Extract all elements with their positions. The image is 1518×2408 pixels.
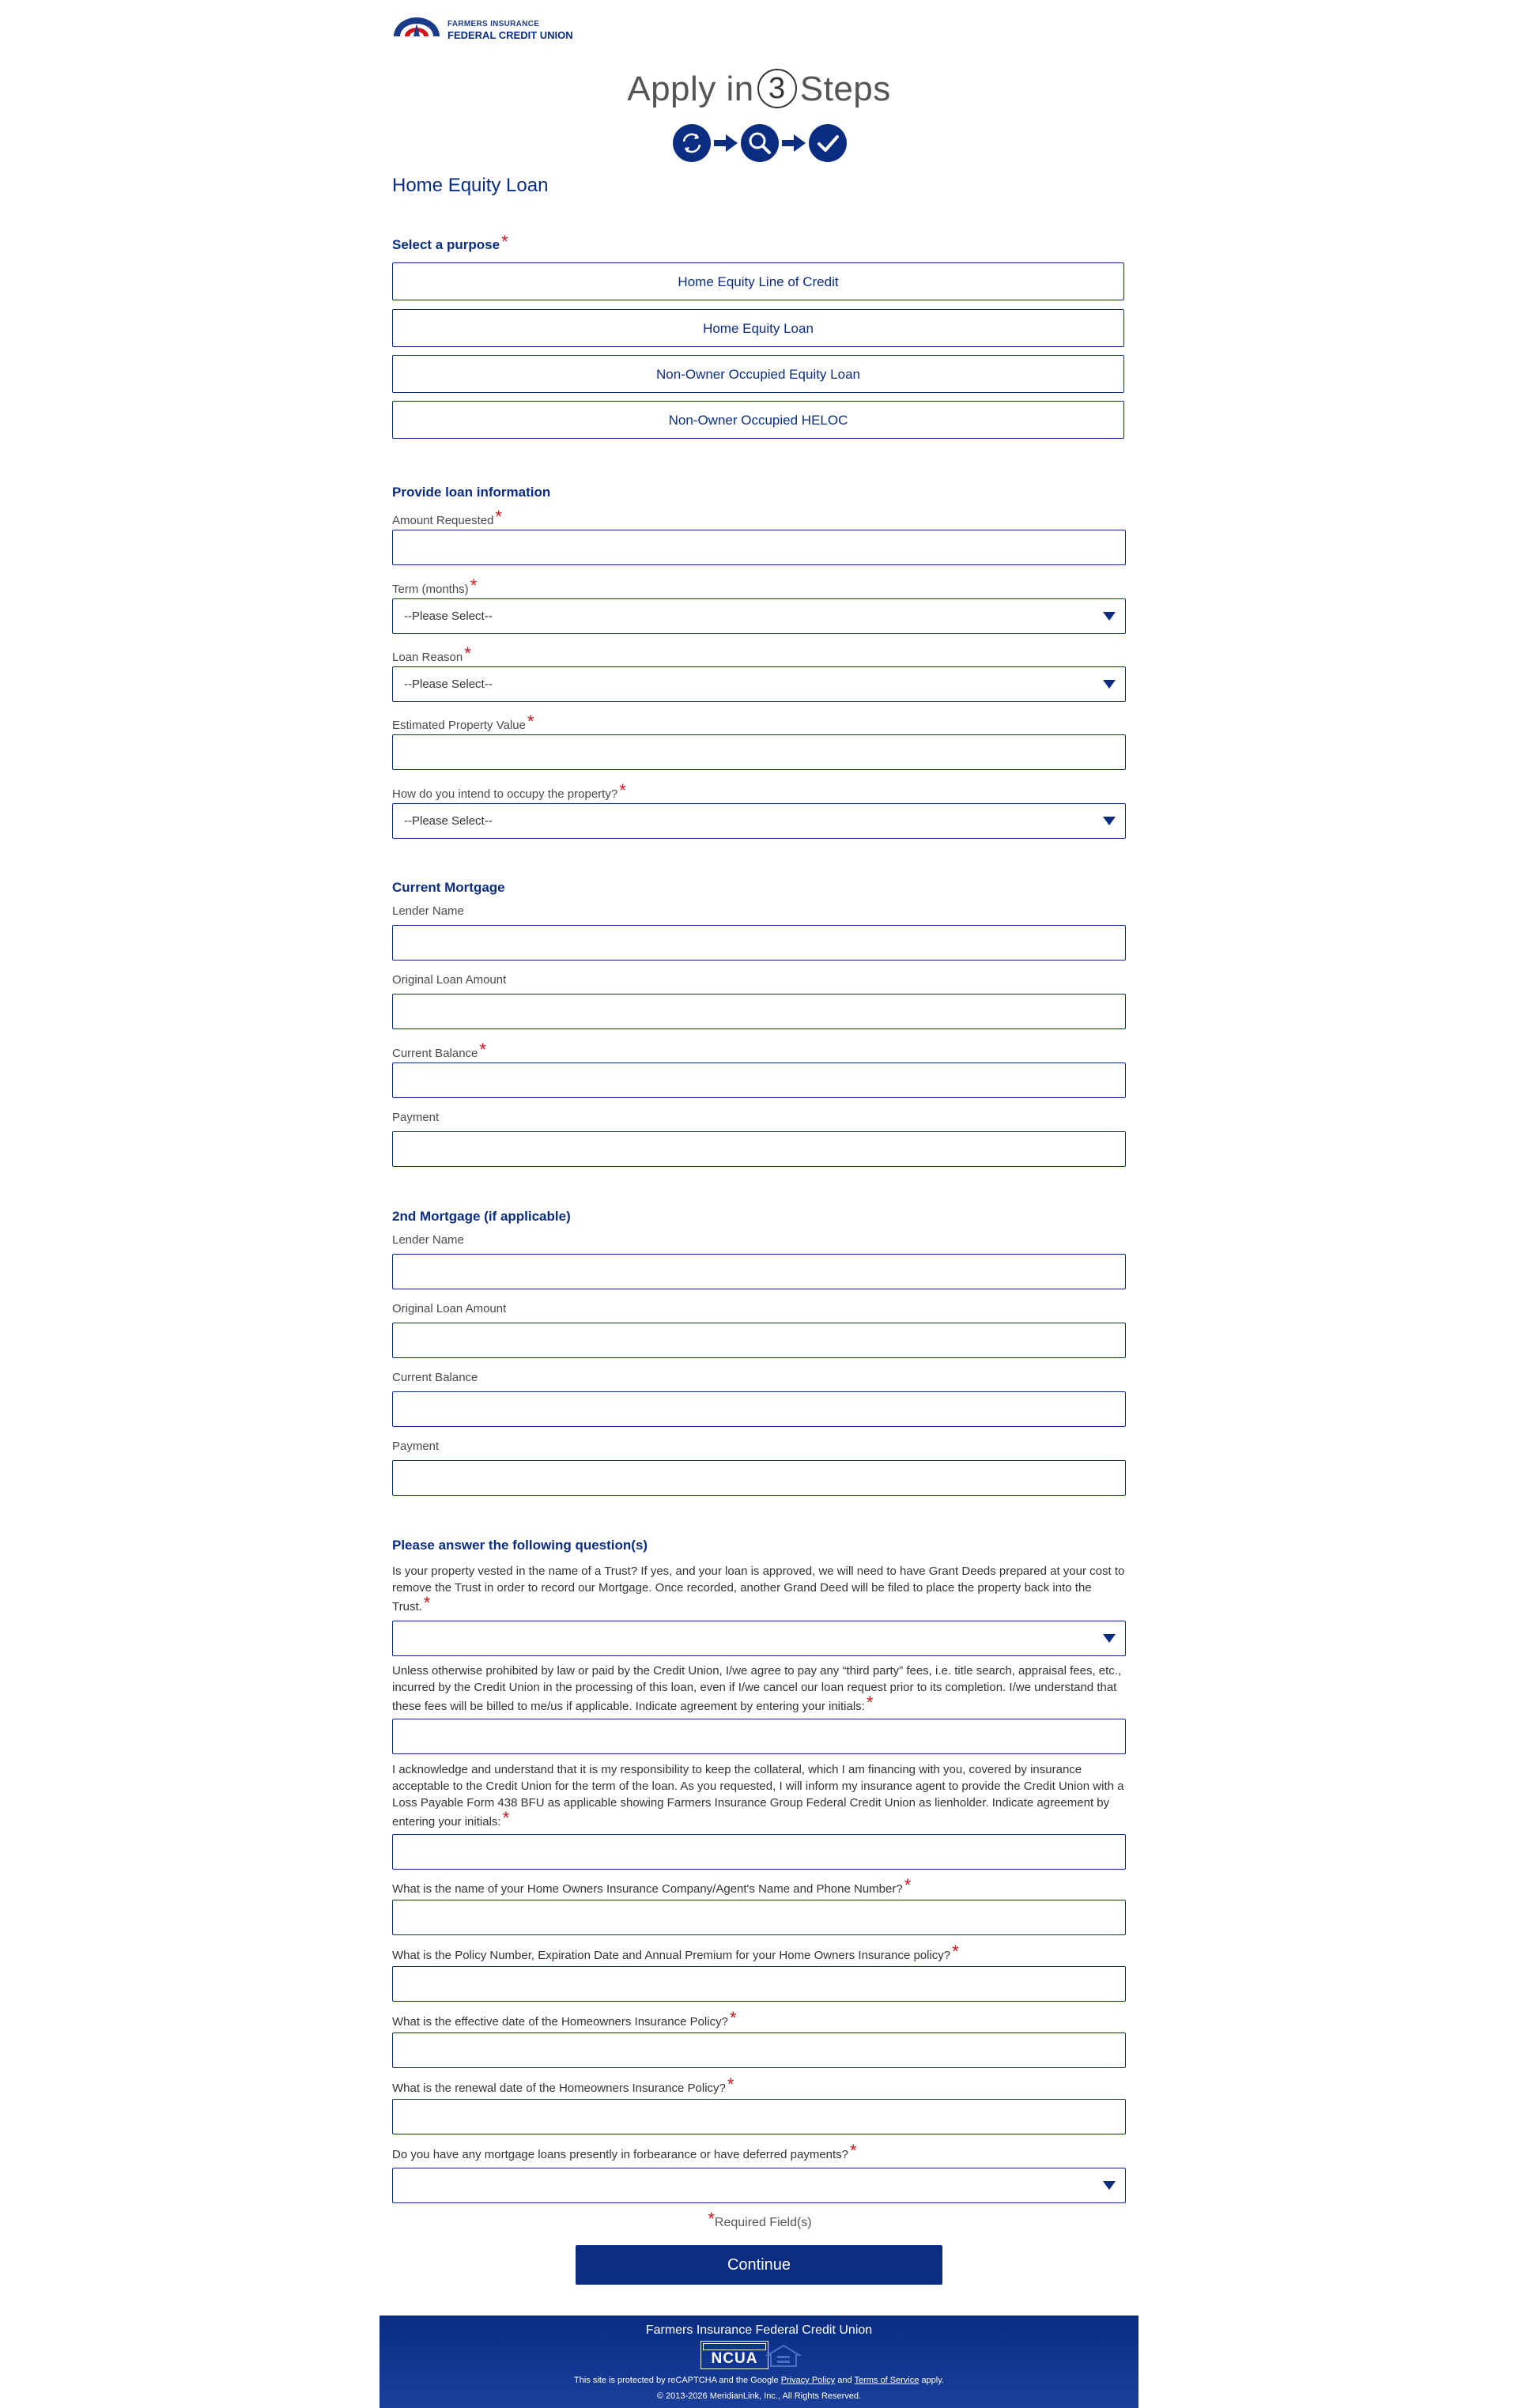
- page-title: Home Equity Loan: [392, 175, 549, 196]
- logo-line-1: FARMERS INSURANCE: [447, 20, 540, 28]
- required-star: *: [708, 2209, 715, 2229]
- chevron-down-icon: [1103, 817, 1116, 825]
- effective-date-label: What is the effective date of the Homeowners Insurance Policy?: [392, 2015, 728, 2029]
- chevron-down-icon: [1103, 2181, 1116, 2190]
- term-label-text: Term (months): [392, 583, 469, 596]
- steps-number-badge: 3: [757, 69, 797, 108]
- policy-number-input[interactable]: [392, 1966, 1126, 2002]
- amount-requested-label-text: Amount Requested: [392, 514, 494, 527]
- required-star: *: [464, 644, 471, 663]
- continue-button[interactable]: Continue: [576, 2245, 942, 2285]
- chevron-down-icon: [1103, 680, 1116, 689]
- second-payment-label: Payment: [392, 1440, 440, 1453]
- second-lender-label: Lender Name: [392, 1233, 464, 1247]
- forbearance-label: Do you have any mortgage loans presently in forbearance or have deferred payments?: [392, 2148, 849, 2161]
- purpose-option-heloc[interactable]: Home Equity Line of Credit: [392, 262, 1124, 300]
- current-payment-input[interactable]: [392, 1131, 1126, 1167]
- equal-housing-lender-icon: [764, 2342, 803, 2369]
- footer-institution-name: Farmers Insurance Federal Credit Union: [645, 2323, 873, 2337]
- fees-agreement-label: Unless otherwise prohibited by law or paid by the Credit Union, I/we agree to pay any “third party” fees, i.e. title search, appraisal fees, etc., incurred by the Credit Union in the processing of this loan, even if I/we cancel our loan request prior to its completion. I/we understand that these fees will be billed to me/us if applicable. Indicate agreement by entering your initials:: [392, 1664, 1122, 1713]
- search-icon: [741, 124, 779, 162]
- second-original-amount-label: Original Loan Amount: [392, 1302, 507, 1315]
- required-star: *: [527, 711, 534, 731]
- property-value-input[interactable]: [392, 734, 1126, 770]
- trust-question-label: Is your property vested in the name of a Trust? If yes, and your loan is approved, we will need to have Grant Deeds prepared at your cost to remove the Trust in order to record our Mortgage. Once recorded, another Grand Deed will be filed to place the property back into the Trust.: [392, 1564, 1125, 1614]
- purpose-heading: [392, 233, 508, 254]
- checkmark-icon: [809, 124, 847, 162]
- required-star: *: [904, 1875, 912, 1895]
- required-star: *: [501, 232, 508, 251]
- required-fields-note: [392, 2210, 1126, 2231]
- step-progress-icons: [673, 124, 850, 164]
- second-balance-input[interactable]: [392, 1391, 1126, 1427]
- trust-question-text: [392, 1563, 1126, 1615]
- required-star: *: [502, 1808, 510, 1828]
- arrow-right-icon: [714, 134, 738, 152]
- renewal-date-label: What is the renewal date of the Homeowners Insurance Policy?: [392, 2082, 726, 2095]
- term-select[interactable]: [392, 598, 1126, 634]
- chevron-down-icon: [1103, 612, 1116, 621]
- insurance-initials-input[interactable]: [392, 1834, 1126, 1870]
- second-balance-label: Current Balance: [392, 1371, 478, 1384]
- required-star: *: [470, 576, 478, 595]
- purpose-option-home-equity-loan[interactable]: Home Equity Loan: [392, 309, 1124, 347]
- renewal-date-question: [392, 2074, 1126, 2097]
- terms-of-service-link[interactable]: Terms of Service: [854, 2376, 919, 2385]
- current-original-amount-label: Original Loan Amount: [392, 973, 507, 987]
- chevron-down-icon: [1103, 1634, 1116, 1643]
- property-value-label-text: Estimated Property Value: [392, 719, 526, 732]
- site-footer: [380, 2316, 1138, 2408]
- copyright-text: © 2013-2026 MeridianLink, Inc., All Rights Reserved.: [656, 2391, 862, 2401]
- policy-number-question: [392, 1942, 1126, 1964]
- loan-reason-select[interactable]: [392, 666, 1126, 702]
- effective-date-input[interactable]: [392, 2032, 1126, 2068]
- insurance-company-question: [392, 1875, 1126, 1897]
- purpose-heading-text: Select a purpose: [392, 237, 500, 252]
- forbearance-select[interactable]: [392, 2168, 1126, 2203]
- second-mortgage-heading: 2nd Mortgage (if applicable): [392, 1209, 571, 1224]
- current-mortgage-heading: Current Mortgage: [392, 880, 505, 895]
- steps-title-suffix: Steps: [799, 70, 891, 108]
- apply-steps-title: [392, 70, 1126, 109]
- current-lender-input[interactable]: [392, 925, 1126, 961]
- required-star: *: [479, 1040, 486, 1059]
- insurance-company-label: What is the name of your Home Owners Insurance Company/Agent's Name and Phone Number?: [392, 1882, 903, 1896]
- ncua-logo-band: [703, 2343, 766, 2350]
- renewal-date-input[interactable]: [392, 2099, 1126, 2134]
- current-balance-label-text: Current Balance: [392, 1047, 478, 1060]
- fees-agreement-text: [392, 1663, 1126, 1715]
- insurance-agreement-label: I acknowledge and understand that it is my responsibility to keep the collateral, which I am financing with you, covered by insurance acceptable to the Credit Union for the term of the loan. As you requested, I will inform my insurance agent to provide the Credit Union with a Loss Payable Form 438 BFU as applicable showing Farmers Insurance Group Federal Credit Union as lienholder. Indicate agreement by entering your initials:: [392, 1763, 1124, 1829]
- current-original-amount-input[interactable]: [392, 994, 1126, 1029]
- insurance-company-input[interactable]: [392, 1900, 1126, 1935]
- second-original-amount-input[interactable]: [392, 1323, 1126, 1358]
- second-payment-input[interactable]: [392, 1460, 1126, 1496]
- term-select-value: --Please Select--: [404, 610, 493, 623]
- amount-requested-input[interactable]: [392, 530, 1126, 565]
- required-star: *: [866, 1693, 874, 1712]
- required-star: *: [619, 780, 626, 800]
- occupy-select[interactable]: [392, 803, 1126, 839]
- policy-number-label: What is the Policy Number, Expiration Date and Annual Premium for your Home Owners Insurance policy?: [392, 1949, 951, 1962]
- questions-heading: Please answer the following question(s): [392, 1538, 648, 1553]
- insurance-agreement-text: [392, 1761, 1126, 1830]
- required-star: *: [495, 507, 502, 527]
- arrow-right-icon: [782, 134, 806, 152]
- trust-answer-select[interactable]: [392, 1621, 1126, 1656]
- ncua-logo-text: NCUA: [711, 2350, 758, 2367]
- privacy-policy-link[interactable]: Privacy Policy: [780, 2376, 836, 2385]
- required-star: *: [727, 2074, 734, 2094]
- current-payment-label: Payment: [392, 1111, 440, 1124]
- required-fields-text: Required Field(s): [714, 2216, 812, 2229]
- loan-reason-label-text: Loan Reason: [392, 651, 463, 664]
- recaptcha-notice: [380, 2376, 1138, 2385]
- occupy-label: [392, 782, 626, 802]
- property-value-label: [392, 713, 534, 734]
- ncua-logo: [700, 2341, 768, 2369]
- refresh-icon: [673, 124, 711, 162]
- required-star: *: [423, 1593, 431, 1613]
- current-lender-label: Lender Name: [392, 904, 464, 918]
- loan-reason-select-value: --Please Select--: [404, 677, 493, 691]
- occupy-label-text: How do you intend to occupy the property?: [392, 787, 618, 801]
- term-label: [392, 577, 477, 598]
- amount-requested-label: [392, 508, 502, 529]
- forbearance-question: [392, 2141, 1126, 2163]
- required-star: *: [729, 2008, 737, 2028]
- umbrella-logo-icon: [392, 14, 441, 38]
- recaptcha-notice-and: and: [835, 2376, 855, 2385]
- fees-initials-input[interactable]: [392, 1719, 1126, 1754]
- brand-logo[interactable]: [392, 14, 598, 41]
- second-lender-input[interactable]: [392, 1254, 1126, 1289]
- required-star: *: [952, 1942, 959, 1961]
- recaptcha-notice-prefix: This site is protected by reCAPTCHA and the Google: [574, 2376, 781, 2385]
- purpose-option-non-owner-heloc[interactable]: Non-Owner Occupied HELOC: [392, 401, 1124, 439]
- required-star: *: [850, 2141, 857, 2161]
- loan-info-heading: Provide loan information: [392, 485, 551, 500]
- steps-title-prefix: Apply in: [627, 70, 754, 108]
- current-balance-label: [392, 1041, 486, 1062]
- purpose-option-non-owner-equity-loan[interactable]: Non-Owner Occupied Equity Loan: [392, 355, 1124, 393]
- recaptcha-notice-suffix: apply.: [919, 2376, 944, 2385]
- effective-date-question: [392, 2008, 1126, 2030]
- logo-line-2: FEDERAL CREDIT UNION: [447, 29, 573, 41]
- occupy-select-value: --Please Select--: [404, 814, 493, 828]
- loan-reason-label: [392, 645, 471, 666]
- current-balance-input[interactable]: [392, 1062, 1126, 1098]
